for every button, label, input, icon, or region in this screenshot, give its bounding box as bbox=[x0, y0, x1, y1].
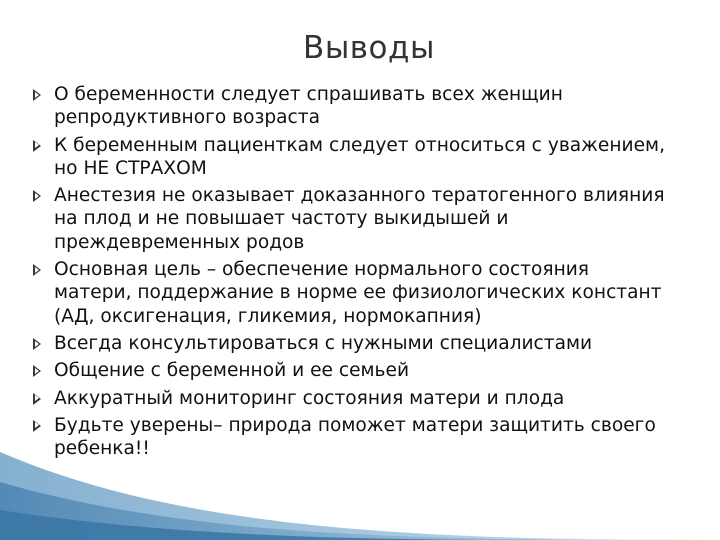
bullet-text: Общение с беременной и ее семьей bbox=[54, 360, 410, 382]
bullet-text: К беременным пациенткам следует относиться с уважением, но НЕ СТРАХОМ bbox=[54, 134, 665, 179]
bullet-text: Всегда консультироваться с нужными специалистами bbox=[54, 332, 593, 354]
bullet-text: О беременности следует спрашивать всех женщин репродуктивного возраста bbox=[54, 84, 563, 129]
bullet-item bbox=[32, 184, 672, 254]
bullet-triangle-icon bbox=[33, 338, 41, 350]
bullet-text: Будьте уверены– природа поможет матери защитить своего ребенка!! bbox=[54, 414, 656, 460]
bullet-text: Основная цель – обеспечение нормального состояния матери, поддержание в норме ее физиологических констант (АД, оксигенация, гликемия, нормокапния) bbox=[54, 259, 662, 327]
bullet-item bbox=[32, 258, 672, 328]
bullet-text: Анестезия не оказывает доказанного тератогенного влияния на плод и не повышает частоту выкидышей и преждевременных родов bbox=[54, 185, 665, 253]
bullet-item bbox=[32, 359, 672, 382]
bullet-triangle-icon bbox=[33, 190, 41, 202]
bullet-item bbox=[32, 83, 672, 130]
decorative-wave-swoosh bbox=[0, 390, 720, 540]
bullet-triangle-icon bbox=[33, 264, 41, 276]
bullet-triangle-icon bbox=[33, 89, 41, 101]
slide-title: Выводы bbox=[303, 30, 435, 66]
bullet-triangle-icon bbox=[33, 365, 41, 377]
bullet-triangle-icon bbox=[33, 140, 41, 152]
bullet-item bbox=[32, 332, 672, 355]
bullet-item bbox=[32, 134, 672, 181]
bullet-text: Аккуратный мониторинг состояния матери и плода bbox=[54, 387, 565, 409]
